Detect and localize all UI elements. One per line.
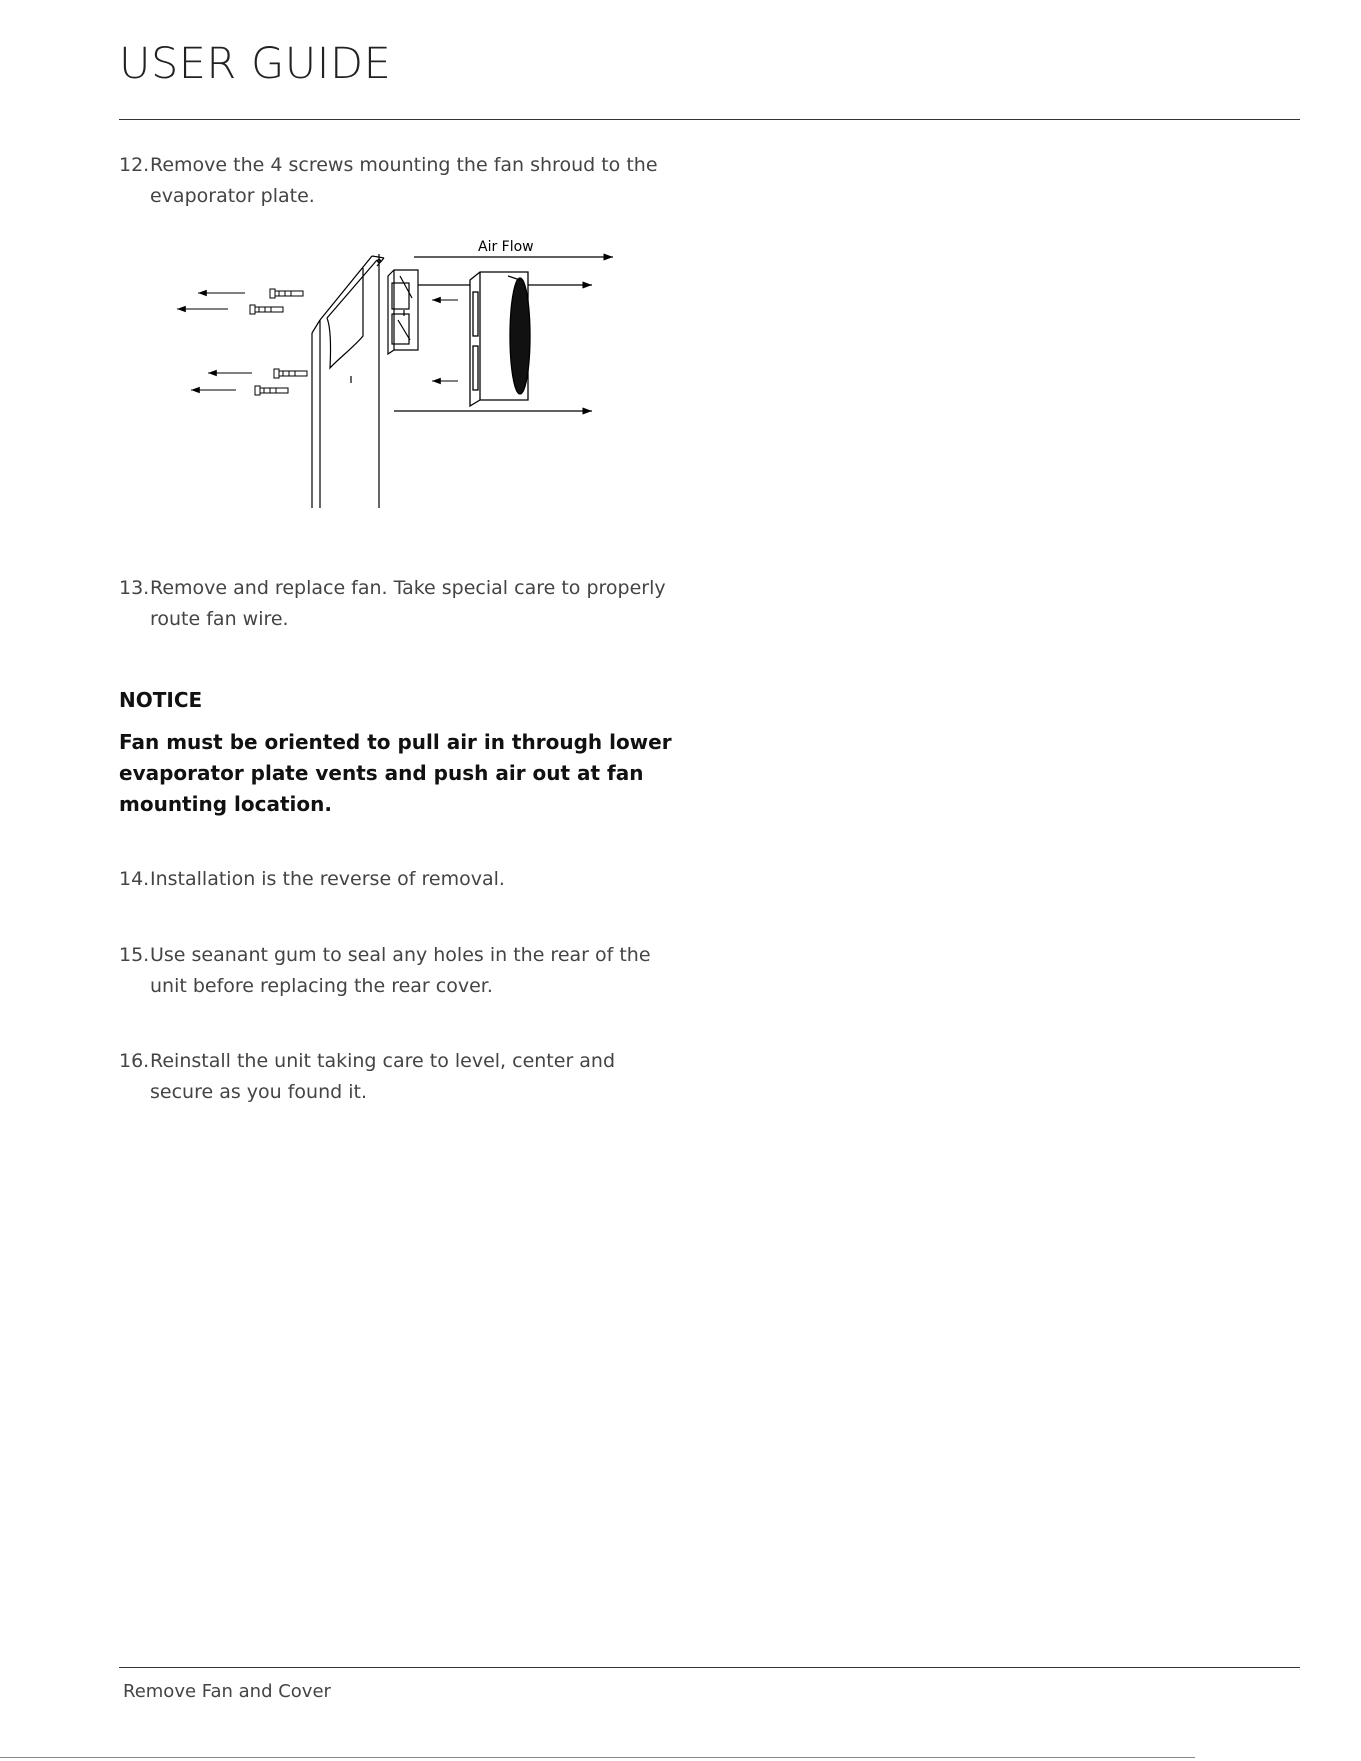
step-number: 14. bbox=[119, 868, 150, 890]
notice-body: Fan must be oriented to pull air in through lower evaporator plate vents and push air out at fan mounting location. bbox=[119, 730, 672, 816]
screw-icon bbox=[274, 369, 307, 378]
fan-shroud bbox=[470, 272, 530, 406]
fan-removal-diagram-svg bbox=[160, 228, 640, 513]
step-13 bbox=[119, 573, 679, 635]
screw-icon bbox=[270, 289, 303, 298]
step-text: Remove the 4 screws mounting the fan shroud to the evaporator plate. bbox=[150, 154, 658, 207]
footer-divider bbox=[119, 1667, 1300, 1668]
step-text: Remove and replace fan. Take special care to properly route fan wire. bbox=[150, 577, 666, 630]
step-text: Use seanant gum to seal any holes in the rear of the unit before replacing the rear cover. bbox=[150, 944, 651, 997]
evaporator-plate bbox=[312, 254, 384, 508]
page-edge-line bbox=[0, 1757, 1195, 1758]
airflow-label: Air Flow bbox=[478, 239, 534, 255]
screw-icon bbox=[255, 386, 288, 395]
header-divider bbox=[119, 119, 1300, 120]
step-text: Installation is the reverse of removal. bbox=[150, 868, 505, 890]
page-title: USER GUIDE bbox=[119, 39, 392, 89]
step-text: Reinstall the unit taking care to level, center and secure as you found it. bbox=[150, 1050, 616, 1103]
step-number: 16. bbox=[119, 1050, 150, 1072]
step-number: 12. bbox=[119, 154, 150, 176]
step-number: 13. bbox=[119, 577, 150, 599]
screw-icon bbox=[250, 305, 283, 314]
step-14 bbox=[119, 864, 679, 895]
fan-removal-diagram bbox=[160, 228, 640, 513]
step-15 bbox=[119, 940, 679, 1002]
footer-section-title: Remove Fan and Cover bbox=[123, 1681, 331, 1702]
step-12 bbox=[119, 150, 679, 212]
step-16 bbox=[119, 1046, 679, 1108]
step-number: 15. bbox=[119, 944, 150, 966]
fan-icon bbox=[388, 270, 418, 354]
notice-heading: NOTICE bbox=[119, 688, 203, 712]
